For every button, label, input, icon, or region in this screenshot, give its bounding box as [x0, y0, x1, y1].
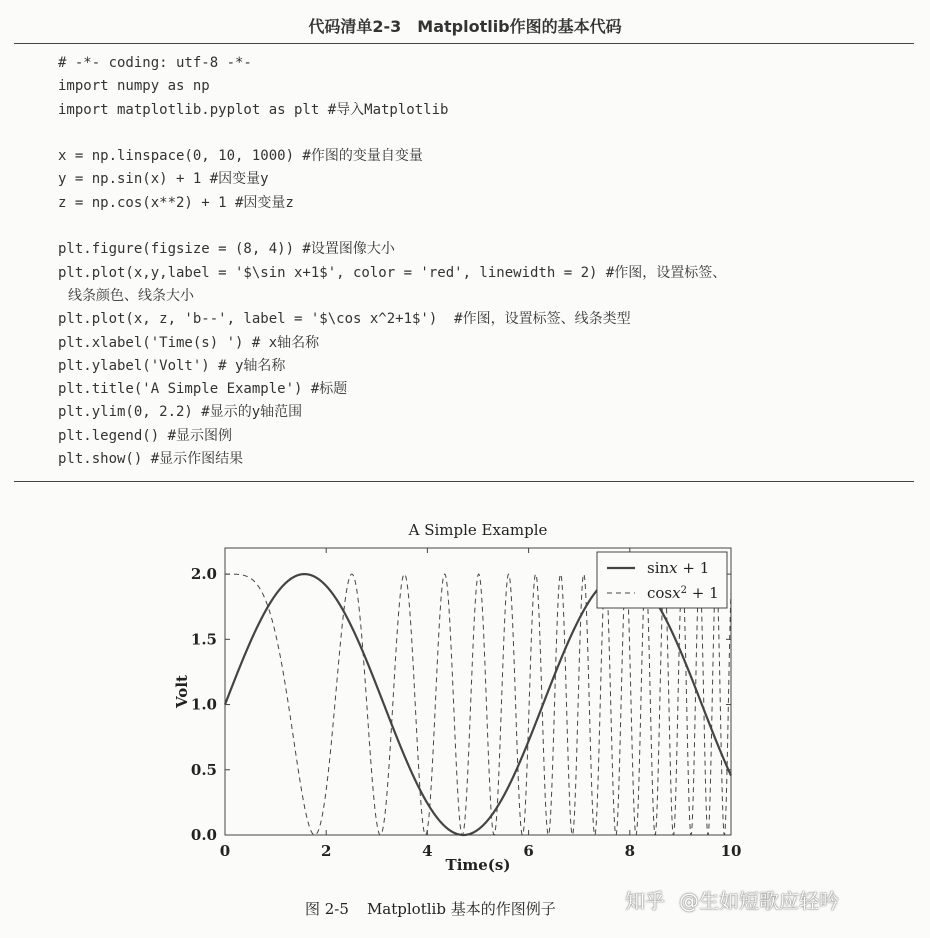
- code-line: y = np.sin(x) + 1 #因变量y: [58, 171, 269, 188]
- code-line: plt.legend() #显示图例: [58, 427, 233, 444]
- x-tick-label: 2: [320, 842, 332, 860]
- y-tick-label: 0.5: [190, 760, 217, 779]
- code-line: plt.ylim(0, 2.2) #显示的y轴范围: [58, 404, 303, 421]
- code-line: plt.ylabel('Volt') # y轴名称: [58, 357, 286, 374]
- code-line: z = np.cos(x**2) + 1 #因变量z: [58, 194, 294, 211]
- series-line-2: [225, 574, 731, 835]
- y-tick-label: 1.0: [190, 695, 217, 714]
- x-tick-label: 4: [422, 842, 433, 860]
- legend-label-1: sinx + 1: [647, 559, 710, 577]
- chart: [0, 500, 930, 885]
- legend-label-2: cosx$^2$ + 1: [647, 584, 719, 602]
- y-tick-label: 0.0: [190, 826, 217, 844]
- x-tick-label: 10: [720, 842, 742, 860]
- code-line: plt.plot(x,y,label = '$\sin x+1$', color = 'red', linewidth = 2) #作图，设置标签、: [58, 264, 727, 281]
- chart-title: A Simple Example: [408, 521, 548, 539]
- x-tick-label: 6: [523, 842, 534, 860]
- watermark: [625, 885, 839, 914]
- figure-caption: [305, 898, 556, 919]
- y-tick-label: 2.0: [190, 565, 217, 584]
- code-line: x = np.linspace(0, 10, 1000) #作图的变量自变量: [58, 148, 423, 165]
- code-line: # -*- coding: utf-8 -*-: [58, 55, 252, 71]
- y-axis-label: Volt: [173, 675, 191, 708]
- code-line: plt.figure(figsize = (8, 4)) #设置图像大小: [58, 241, 395, 258]
- code-line: [58, 122, 918, 145]
- code-line: plt.xlabel('Time(s) ') # x轴名称: [58, 334, 320, 351]
- x-tick-label: 0: [219, 842, 231, 860]
- code-line: plt.plot(x, z, 'b--', label = '$\cos x^2+1$') #作图，设置标签、线条类型: [58, 311, 631, 328]
- series-line-1: [225, 574, 731, 835]
- caption-label: 图 2-5: [305, 900, 349, 918]
- top-rule: [14, 43, 914, 44]
- code-line: plt.show() #显示作图结果: [58, 451, 244, 468]
- x-tick-label: 8: [624, 842, 636, 860]
- y-tick-label: 1.5: [190, 630, 217, 649]
- bottom-rule: [14, 481, 914, 482]
- watermark-site: 知乎: [625, 889, 665, 913]
- code-line: import numpy as np: [58, 78, 210, 95]
- code-line: import matplotlib.pyplot as plt #导入Matplotlib: [58, 101, 449, 118]
- code-line: [58, 215, 918, 238]
- code-block: [58, 52, 918, 471]
- code-line: 线条颜色、线条大小: [68, 287, 194, 304]
- listing-title: 代码清单2-3 Matplotlib作图的基本代码: [308, 17, 622, 36]
- caption-text: Matplotlib 基本的作图例子: [366, 900, 556, 918]
- code-line: plt.title('A Simple Example') #标题: [58, 381, 348, 398]
- watermark-handle: @生如短歌应轻吟: [679, 889, 839, 913]
- x-axis-label: Time(s): [445, 856, 511, 874]
